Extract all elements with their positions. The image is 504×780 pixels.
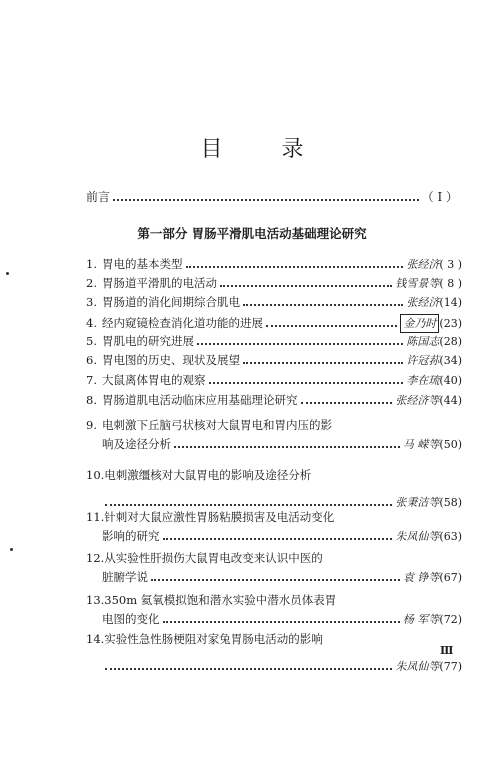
entry-title: 从实验性肝损伤大鼠胃电改变来认识中医的 xyxy=(104,551,323,565)
entry-author: 马 嵘等 xyxy=(402,438,440,451)
entry-number: 2. xyxy=(86,276,97,290)
entry-page: (77) xyxy=(439,660,462,673)
entry-author: 袁 铮等 xyxy=(402,571,440,584)
entry-author: 张经济 xyxy=(406,258,440,271)
entry-page: (58) xyxy=(439,496,462,509)
entry-title: 胃电图的历史、现状及展望 xyxy=(102,353,240,367)
dot-leader xyxy=(301,401,393,404)
entry-title: 胃肌电的研究进展 xyxy=(102,334,194,348)
entry-page: ( 8 ) xyxy=(439,277,462,290)
entry-author: 金乃时 xyxy=(400,314,439,333)
dot-leader xyxy=(186,265,404,268)
entry-number: 4. xyxy=(86,316,97,330)
toc-entry[interactable] xyxy=(86,631,462,675)
dot-leader xyxy=(220,284,392,287)
entry-title: 实验性急性肠梗阻对家兔胃肠电活动的影响 xyxy=(104,632,323,646)
dot-leader xyxy=(163,537,393,540)
entry-number: 5. xyxy=(86,334,97,348)
entry-author: 朱凤仙等 xyxy=(395,530,440,543)
toc-entry[interactable] xyxy=(86,417,462,453)
preface-entry[interactable] xyxy=(86,188,458,205)
entry-title-continued: 影响的研究 xyxy=(102,529,160,543)
entry-title: 电刺激缰核对大鼠胃电的影响及途径分析 xyxy=(104,468,312,482)
entry-author: 张秉洁等 xyxy=(395,496,440,509)
entry-title: 350m 氦氧模拟饱和潜水实验中潜水员体表胃 xyxy=(104,593,337,607)
toc-entry[interactable] xyxy=(86,392,462,409)
entry-number: 8. xyxy=(86,393,97,407)
dot-leader xyxy=(174,445,400,448)
entry-title: 经内窥镜检查消化道功能的进展 xyxy=(102,316,263,330)
entry-number: 9. xyxy=(86,418,97,432)
entry-author: 许冠荪 xyxy=(406,354,440,367)
entry-page: (67) xyxy=(439,571,462,584)
toc-entry[interactable] xyxy=(86,256,462,273)
entry-page: (44) xyxy=(439,394,462,407)
dot-leader xyxy=(243,303,403,306)
entry-title: 胃肠道平滑肌的电活动 xyxy=(102,276,217,290)
toc-entry[interactable] xyxy=(86,314,462,333)
entry-title: 胃肠道肌电活动临床应用基础理论研究 xyxy=(102,393,298,407)
entry-title: 胃肠道的消化间期综合肌电 xyxy=(102,295,240,309)
dot-leader xyxy=(151,578,400,581)
entry-page: ( 3 ) xyxy=(439,258,462,271)
entry-title: 大鼠离体胃电的观察 xyxy=(102,373,206,387)
entry-title: 胃电的基本类型 xyxy=(102,257,183,271)
entry-page: (34) xyxy=(439,354,462,367)
entry-author: 钱雪景等 xyxy=(395,277,440,290)
part-heading: 第一部分 胃肠平滑肌电活动基础理论研究 xyxy=(137,226,367,241)
entry-page: (63) xyxy=(439,530,462,543)
entry-page: (72) xyxy=(439,613,462,626)
entry-number: 3. xyxy=(86,295,97,309)
entry-title-continued: 响及途径分析 xyxy=(102,437,171,451)
entry-title-continued: 脏腑学说 xyxy=(102,570,148,584)
entry-page: (50) xyxy=(439,438,462,451)
entry-page: (28) xyxy=(439,335,462,348)
toc-entry[interactable] xyxy=(86,352,462,369)
entry-page: (40) xyxy=(439,374,462,387)
toc-entry[interactable] xyxy=(86,275,462,292)
page-number: Ⅲ xyxy=(440,644,454,657)
entry-page: (14) xyxy=(439,296,462,309)
toc-entry[interactable] xyxy=(86,592,462,628)
preface-page: （ Ⅰ ） xyxy=(421,190,458,204)
dot-leader xyxy=(243,361,403,364)
entry-author: 杨 军等 xyxy=(402,613,440,626)
dot-leader xyxy=(197,342,403,345)
entry-number: 6. xyxy=(86,353,97,367)
entry-author: 张经济 xyxy=(406,296,440,309)
page-title: 目 录 xyxy=(200,137,330,162)
scan-speck xyxy=(10,548,13,551)
entry-title: 针刺对大鼠应激性胃肠粘膜损害及电活动变化 xyxy=(104,510,335,524)
dot-leader xyxy=(209,381,404,384)
entry-title-continued: 电图的变化 xyxy=(102,612,160,626)
toc-entry[interactable] xyxy=(86,550,462,586)
toc-entry[interactable] xyxy=(86,294,462,311)
toc-entry[interactable] xyxy=(86,372,462,389)
dot-leader xyxy=(163,620,400,623)
entry-author: 朱凤仙等 xyxy=(395,660,440,673)
scan-speck xyxy=(6,272,9,275)
toc-entry[interactable] xyxy=(86,467,462,511)
entry-author: 李在琉 xyxy=(406,374,440,387)
toc-entry[interactable] xyxy=(86,509,462,545)
entry-number: 11. xyxy=(86,510,105,524)
entry-number: 13. xyxy=(86,593,105,607)
entry-number: 1. xyxy=(86,257,97,271)
entry-number: 12. xyxy=(86,551,105,565)
entry-number: 14. xyxy=(86,632,105,646)
entry-title: 电刺激下丘脑弓状核对大鼠胃电和胃内压的影 xyxy=(102,418,332,432)
preface-label: 前言 xyxy=(86,190,111,204)
entry-number: 7. xyxy=(86,373,97,387)
entry-page: (23) xyxy=(439,317,462,330)
entry-author: 张经济等 xyxy=(395,394,440,407)
entry-number: 10. xyxy=(86,468,105,482)
toc-entry[interactable] xyxy=(86,333,462,350)
dot-leader xyxy=(266,324,397,327)
dot-leader xyxy=(113,198,419,201)
dot-leader xyxy=(105,503,392,506)
entry-author: 陈国志 xyxy=(406,335,440,348)
dot-leader xyxy=(105,667,392,670)
